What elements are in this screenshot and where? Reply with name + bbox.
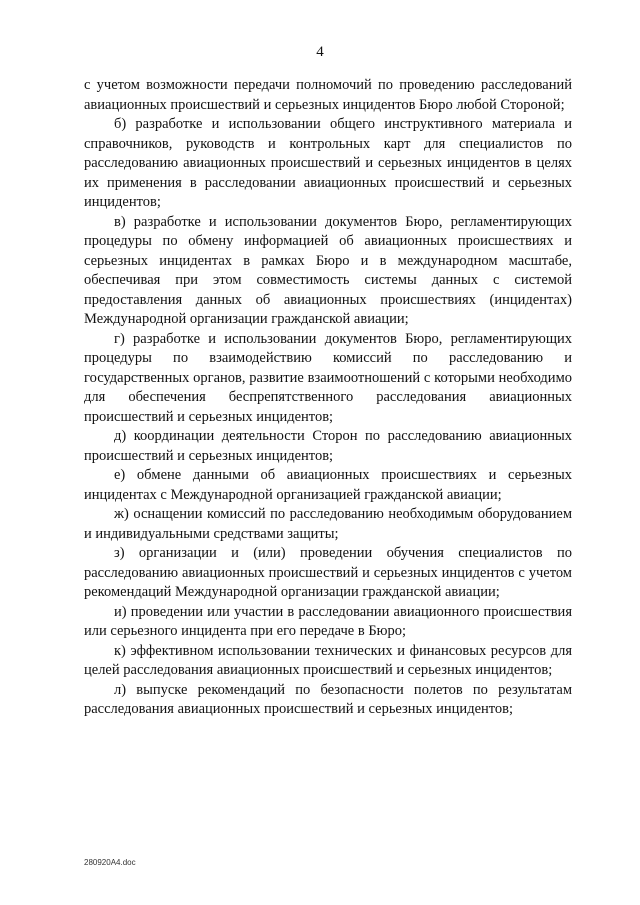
paragraph-item-b: б) разработке и использовании общего инструктивного материала и справочников, руководств и контрольных карт для специалистов по расследованию авиационных происшествий и серьезных инцидентов в целях их применения в расследовании авиационных происшествий и серьезных инцидентов; xyxy=(84,116,572,210)
paragraph-item-k: к) эффективном использовании технических и финансовых ресурсов для целей расследования авиационных происшествий и серьезных инцидентов; xyxy=(84,642,572,678)
paragraph-item-z: з) организации и (или) проведении обучения специалистов по расследованию авиационных происшествий и серьезных инцидентов с учетом рекомендаций Международной организации гражданской авиации; xyxy=(84,545,572,600)
paragraph-item-l: л) выпуске рекомендаций по безопасности полетов по результатам расследования авиационных происшествий и серьезных инцидентов; xyxy=(84,681,572,717)
document-body xyxy=(84,76,572,720)
paragraph-item-g: г) разработке и использовании документов Бюро, регламентирующих процедуры по взаимодействию комиссий по расследованию и государственных органов, развитие взаимоотношений с которыми необходимо для обеспечения беспрепятственного расследования авиационных происшествий и серьезных инцидентов; xyxy=(84,330,572,425)
paragraph-item-d: д) координации деятельности Сторон по расследованию авиационных происшествий и серьезных инцидентов; xyxy=(84,428,572,464)
paragraph-continuation: с учетом возможности передачи полномочий по проведению расследований авиационных происшествий и серьезных инцидентов Бюро любой Стороной; xyxy=(84,77,572,113)
page-number: 4 xyxy=(316,44,324,60)
paragraph-item-zh: ж) оснащении комиссий по расследованию необходимым оборудованием и индивидуальными средствами защиты; xyxy=(84,506,572,542)
paragraph-item-i: и) проведении или участии в расследовании авиационного происшествия или серьезного инцидента при его передаче в Бюро; xyxy=(84,603,572,639)
file-name-footer: 280920A4.doc xyxy=(84,858,136,867)
paragraph-item-v: в) разработке и использовании документов Бюро, регламентирующих процедуры по обмену информацией об авиационных происшествиях и серьезных инцидентах в рамках Бюро и в международном масштабе, обеспечивая при этом совместимость системы данных с системой предоставления данных об авиационных происшествиях (инцидентах) Международной организации гражданской авиации; xyxy=(84,213,572,327)
paragraph-item-e: е) обмене данными об авиационных происшествиях и серьезных инцидентах с Международной организацией гражданской авиации; xyxy=(84,467,572,503)
